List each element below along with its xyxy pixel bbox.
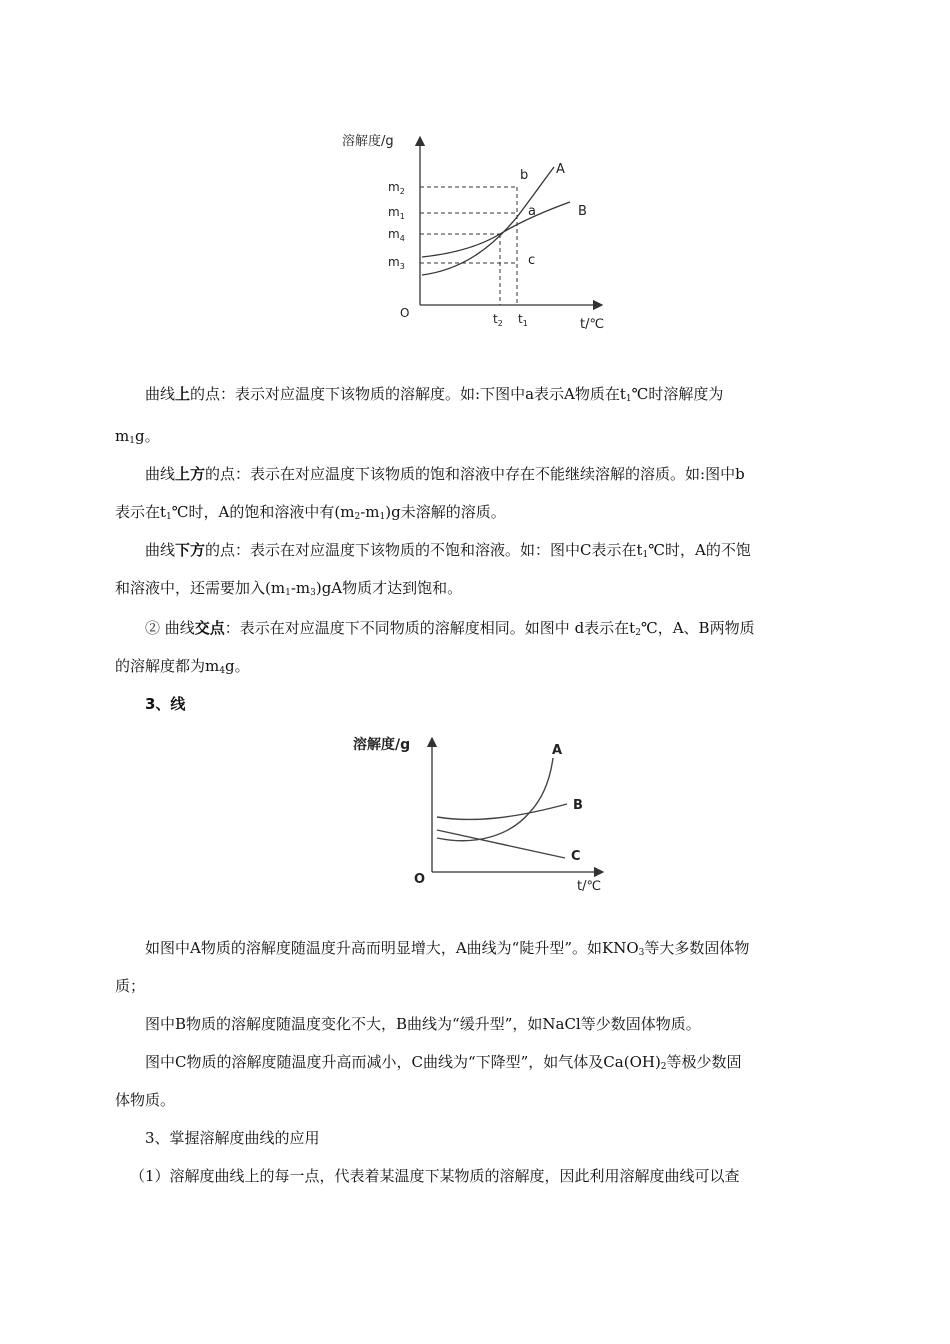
curve-A-label: A (556, 162, 565, 177)
para4-line1: ② 曲线交点：表示在对应温度下不同物质的溶解度相同。如图中 d表示在$t_2℃$，A、B两物质 (145, 619, 755, 638)
y-axis-label-2: 溶解度/g (353, 737, 411, 753)
tick-t1: $t_1$ (518, 312, 528, 328)
para2-line1: 曲线上方的点：表示在对应温度下该物质的饱和溶液中存在不能继续溶解的溶质。如:图中b (145, 465, 745, 483)
para5-line2: 质； (115, 977, 146, 995)
y-axis-label: 溶解度/g (342, 134, 394, 149)
tick-t2: $t_2$ (493, 312, 503, 328)
curve-B-label: B (578, 204, 587, 219)
para1-line2: $m_1g$。 (115, 427, 160, 446)
point-b-label: b (520, 168, 529, 183)
x-axis-label-2: t/℃ (577, 879, 602, 894)
curve-C-label-2: C (571, 849, 581, 864)
section-application-heading: 3、掌握溶解度曲线的应用 (145, 1129, 320, 1147)
curve-C-2 (437, 830, 565, 858)
tick-m2: $m_2$ (388, 180, 405, 196)
curve-A-2 (437, 758, 553, 841)
origin-label-2: O (414, 872, 426, 887)
para1-line1: 曲线上的点：表示对应温度下该物质的溶解度。如:下图中a表示A物质在$t_1℃$时溶解度为 (145, 385, 724, 404)
para6-line1: 图中B物质的溶解度随温度变化不大，B曲线为“缓升型”，如NaCl等少数固体物质。 (145, 1015, 701, 1033)
curve-B-label-2: B (573, 798, 583, 813)
solubility-figure-1 (330, 125, 620, 340)
para3-line1: 曲线下方的点：表示在对应温度下该物质的不饱和溶液。如：图中C表示在$t_1℃$时，A的不饱 (145, 541, 751, 560)
para5-line1: 如图中A物质的溶解度随温度升高而明显增大，A曲线为“陡升型”。如$KNO_3$等大多数固体物 (145, 939, 750, 958)
solubility-figure-2 (345, 730, 615, 900)
para7-line1: 图中C物质的溶解度随温度升高而减小，C曲线为“下降型”，如气体及$Ca(OH)_2$等极少数固 (145, 1053, 742, 1072)
curve-B-2 (437, 804, 567, 819)
para8-line1: （1）溶解度曲线上的每一点，代表着某温度下某物质的溶解度，因此利用溶解度曲线可以查 (130, 1167, 740, 1185)
para7-line2: 体物质。 (115, 1091, 176, 1109)
para2-line2: 表示在$t_1℃$时，A的饱和溶液中有$(m_2-m_1)g$未溶解的溶质。 (115, 503, 506, 522)
tick-m4: $m_4$ (388, 227, 405, 243)
para4-line2: 的溶解度都为$m_4g$。 (115, 657, 250, 676)
point-a-label: a (528, 204, 536, 219)
x-axis-label: t/℃ (580, 317, 605, 332)
origin-label: O (400, 306, 410, 320)
tick-m3: $m_3$ (388, 255, 405, 271)
tick-m1: $m_1$ (388, 205, 405, 221)
point-c-label: c (528, 253, 536, 268)
section-heading-line: 3、线 (145, 695, 186, 713)
para3-line2: 和溶液中，还需要加入$(m_1-m_3)gA$物质才达到饱和。 (115, 579, 463, 598)
curve-B (422, 202, 570, 257)
curve-A-label-2: A (552, 743, 563, 758)
